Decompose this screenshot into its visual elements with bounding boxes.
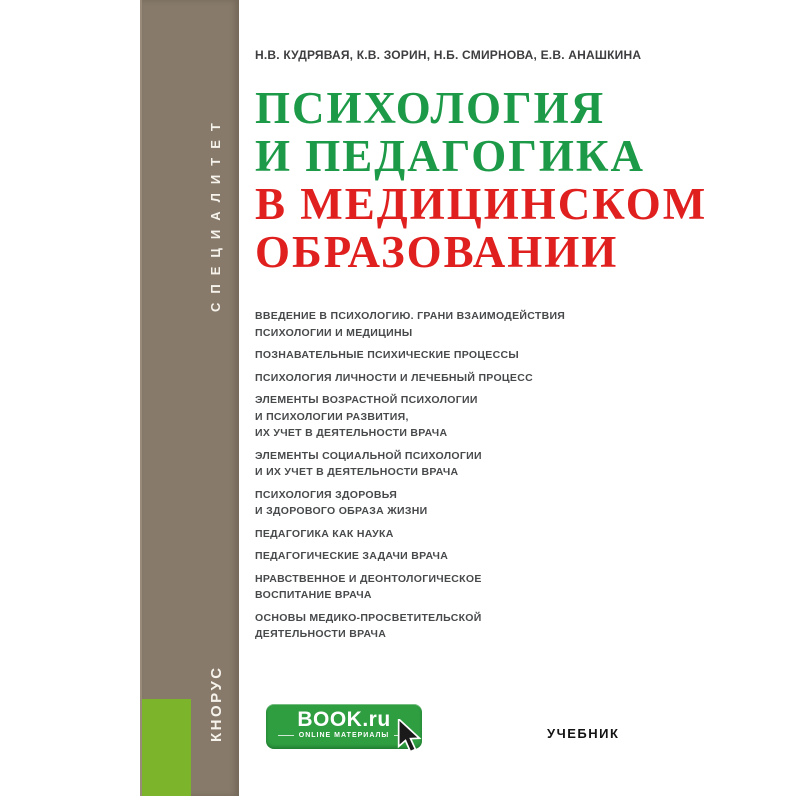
topic-item: ПСИХОЛОГИЯ ЛИЧНОСТИ И ЛЕЧЕБНЫЙ ПРОЦЕСС — [255, 371, 533, 384]
book-spine — [140, 0, 239, 796]
book-title — [255, 83, 708, 277]
topics-list — [255, 308, 627, 649]
topic-item: ОСНОВЫ МЕДИКО-ПРОСВЕТИТЕЛЬСКОЙ ДЕЯТЕЛЬНОСТИ ВРАЧА — [255, 611, 482, 640]
cursor-arrow-icon — [396, 719, 424, 753]
title-line-2: И ПЕДАГОГИКА — [255, 131, 645, 181]
topic-item: ВВЕДЕНИЕ В ПСИХОЛОГИЮ. ГРАНИ ВЗАИМОДЕЙСТВИЯ ПСИХОЛОГИИ И МЕДИЦИНЫ — [255, 310, 566, 339]
spine-program-label: СПЕЦИАЛИТЕТ — [208, 114, 223, 312]
title-line-3: В МЕДИЦИНСКОМ — [255, 179, 708, 229]
authors-line: Н.В. КУДРЯВАЯ, К.В. ЗОРИН, Н.Б. СМИРНОВА, Е.В. АНАШКИНА — [255, 48, 642, 62]
cover-content — [255, 0, 708, 277]
spine-publisher-label: КНОРУС — [208, 665, 225, 742]
publisher-green-block — [142, 699, 191, 796]
edition-type-label: УЧЕБНИК — [547, 726, 620, 741]
bookru-sub-label: ONLINE МАТЕРИАЛЫ — [266, 732, 422, 739]
topic-item: ЭЛЕМЕНТЫ ВОЗРАСТНОЙ ПСИХОЛОГИИ И ПСИХОЛОГИИ РАЗВИТИЯ, ИХ УЧЕТ В ДЕЯТЕЛЬНОСТИ ВРАЧА — [255, 394, 478, 439]
title-line-4: ОБРАЗОВАНИИ — [255, 227, 619, 277]
topic-item: ПОЗНАВАТЕЛЬНЫЕ ПСИХИЧЕСКИЕ ПРОЦЕССЫ — [255, 349, 519, 361]
topic-item: ПСИХОЛОГИЯ ЗДОРОВЬЯ И ЗДОРОВОГО ОБРАЗА ЖИЗНИ — [255, 488, 428, 517]
topic-item: ПЕДАГОГИЧЕСКИЕ ЗАДАЧИ ВРАЧА — [255, 550, 449, 562]
topic-item: ПЕДАГОГИКА КАК НАУКА — [255, 527, 394, 540]
title-line-1: ПСИХОЛОГИЯ — [255, 83, 606, 133]
topic-item: НРАВСТВЕННОЕ И ДЕОНТОЛОГИЧЕСКОЕ ВОСПИТАНИЕ ВРАЧА — [255, 572, 482, 601]
topic-item: ЭЛЕМЕНТЫ СОЦИАЛЬНОЙ ПСИХОЛОГИИ И ИХ УЧЕТ В ДЕЯТЕЛЬНОСТИ ВРАЧА — [255, 449, 482, 478]
bookru-label: BOOK.ru — [297, 708, 391, 731]
